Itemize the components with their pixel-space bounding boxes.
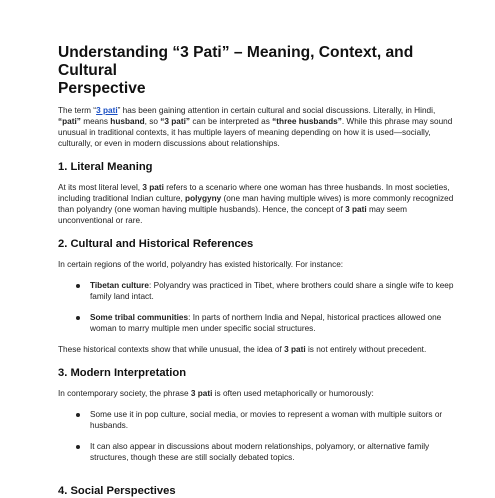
section-1-paragraph bbox=[58, 182, 455, 226]
section-modern-interpretation bbox=[58, 367, 455, 463]
intro-text-6: . While this phrase may sound unusual in traditional contexts, it has multiple layers of meaning depending on how it is used—socially, culturally, or even in modern discussions about relationships. bbox=[58, 117, 453, 148]
section-social-perspectives bbox=[58, 485, 455, 498]
s2-bold-3-pati: 3 pati bbox=[284, 345, 306, 354]
section-3-heading: 3. Modern Interpretation bbox=[58, 367, 187, 379]
section-2-list bbox=[58, 280, 455, 334]
intro-bold-pati: “pati” bbox=[58, 117, 81, 126]
s1-text-3: (one man having multiple wives) is more commonly recognized than polyandry (one woman having multiple husbands). Hence, the concept of bbox=[58, 194, 454, 214]
s2-text-1: These historical contexts show that while unusual, the idea of bbox=[58, 345, 285, 354]
section-2-intro: In certain regions of the world, polyandry has existed historically. For instance: bbox=[58, 260, 344, 269]
s1-bold-3-pati: 3 pati bbox=[142, 183, 164, 192]
list-item-text: : In parts of northern India and Nepal, historical practices allowed one woman to marry multiple men under specific social structures. bbox=[90, 313, 442, 333]
section-2-conclusion bbox=[58, 344, 455, 355]
intro-text-4: , so bbox=[144, 117, 161, 126]
list-item: Some use it in pop culture, social media, or movies to represent a woman with multiple suitors or husbands. bbox=[90, 409, 455, 431]
section-1-heading: 1. Literal Meaning bbox=[58, 161, 153, 173]
s1-text-1: At its most literal level, bbox=[58, 183, 143, 192]
title-line-2: Perspective bbox=[58, 80, 146, 97]
section-literal-meaning bbox=[58, 161, 455, 226]
section-cultural-historical bbox=[58, 238, 455, 355]
intro-bold-husband: husband bbox=[110, 117, 145, 126]
section-2-heading: 2. Cultural and Historical References bbox=[58, 238, 254, 250]
list-item-label: Some tribal communities bbox=[90, 313, 189, 322]
list-item-text: : Polyandry was practiced in Tibet, where brothers could share a single wife to keep family land intact. bbox=[90, 281, 454, 301]
s1-bold-3-pati-2: 3 pati bbox=[345, 205, 367, 214]
intro-text-1: The term “ bbox=[58, 106, 97, 115]
section-3-intro bbox=[58, 388, 455, 399]
intro-paragraph bbox=[58, 105, 455, 149]
s3-bold-3-pati: 3 pati bbox=[190, 389, 213, 398]
s1-text-2: refers to a scenario where one woman has three husbands. In most societies, including traditional Indian culture, bbox=[58, 183, 450, 203]
intro-text-2: ” has been gaining attention in certain cultural and social discussions. Literally, in Hindi, bbox=[117, 106, 436, 115]
intro-bold-three-husbands: “three husbands” bbox=[272, 117, 342, 126]
intro-text-3: means bbox=[80, 117, 111, 126]
section-3-list bbox=[58, 409, 455, 463]
s1-text-4: may seem unconventional or rare. bbox=[58, 205, 407, 225]
title-line-1: Understanding “3 Pati” – Meaning, Context, and Cultural bbox=[58, 44, 414, 79]
page-title bbox=[58, 44, 455, 98]
3-pati-link[interactable]: 3 pati bbox=[96, 106, 118, 115]
section-4-heading: 4. Social Perspectives bbox=[58, 485, 176, 497]
s3-text-1: In contemporary society, the phrase bbox=[58, 389, 191, 398]
s3-text-2: is often used metaphorically or humorously: bbox=[212, 389, 374, 398]
list-item bbox=[90, 280, 455, 302]
intro-text-5: can be interpreted as bbox=[190, 117, 273, 126]
intro-bold-3-pati: “3 pati” bbox=[160, 117, 191, 126]
list-item bbox=[90, 312, 455, 334]
list-item-label: Tibetan culture bbox=[90, 281, 149, 290]
s1-bold-polygyny: polygyny bbox=[185, 194, 222, 203]
s2-text-2: is not entirely without precedent. bbox=[305, 345, 427, 354]
list-item: It can also appear in discussions about modern relationships, polyamory, or alternative family structures, though these are still socially debated topics. bbox=[90, 441, 455, 463]
